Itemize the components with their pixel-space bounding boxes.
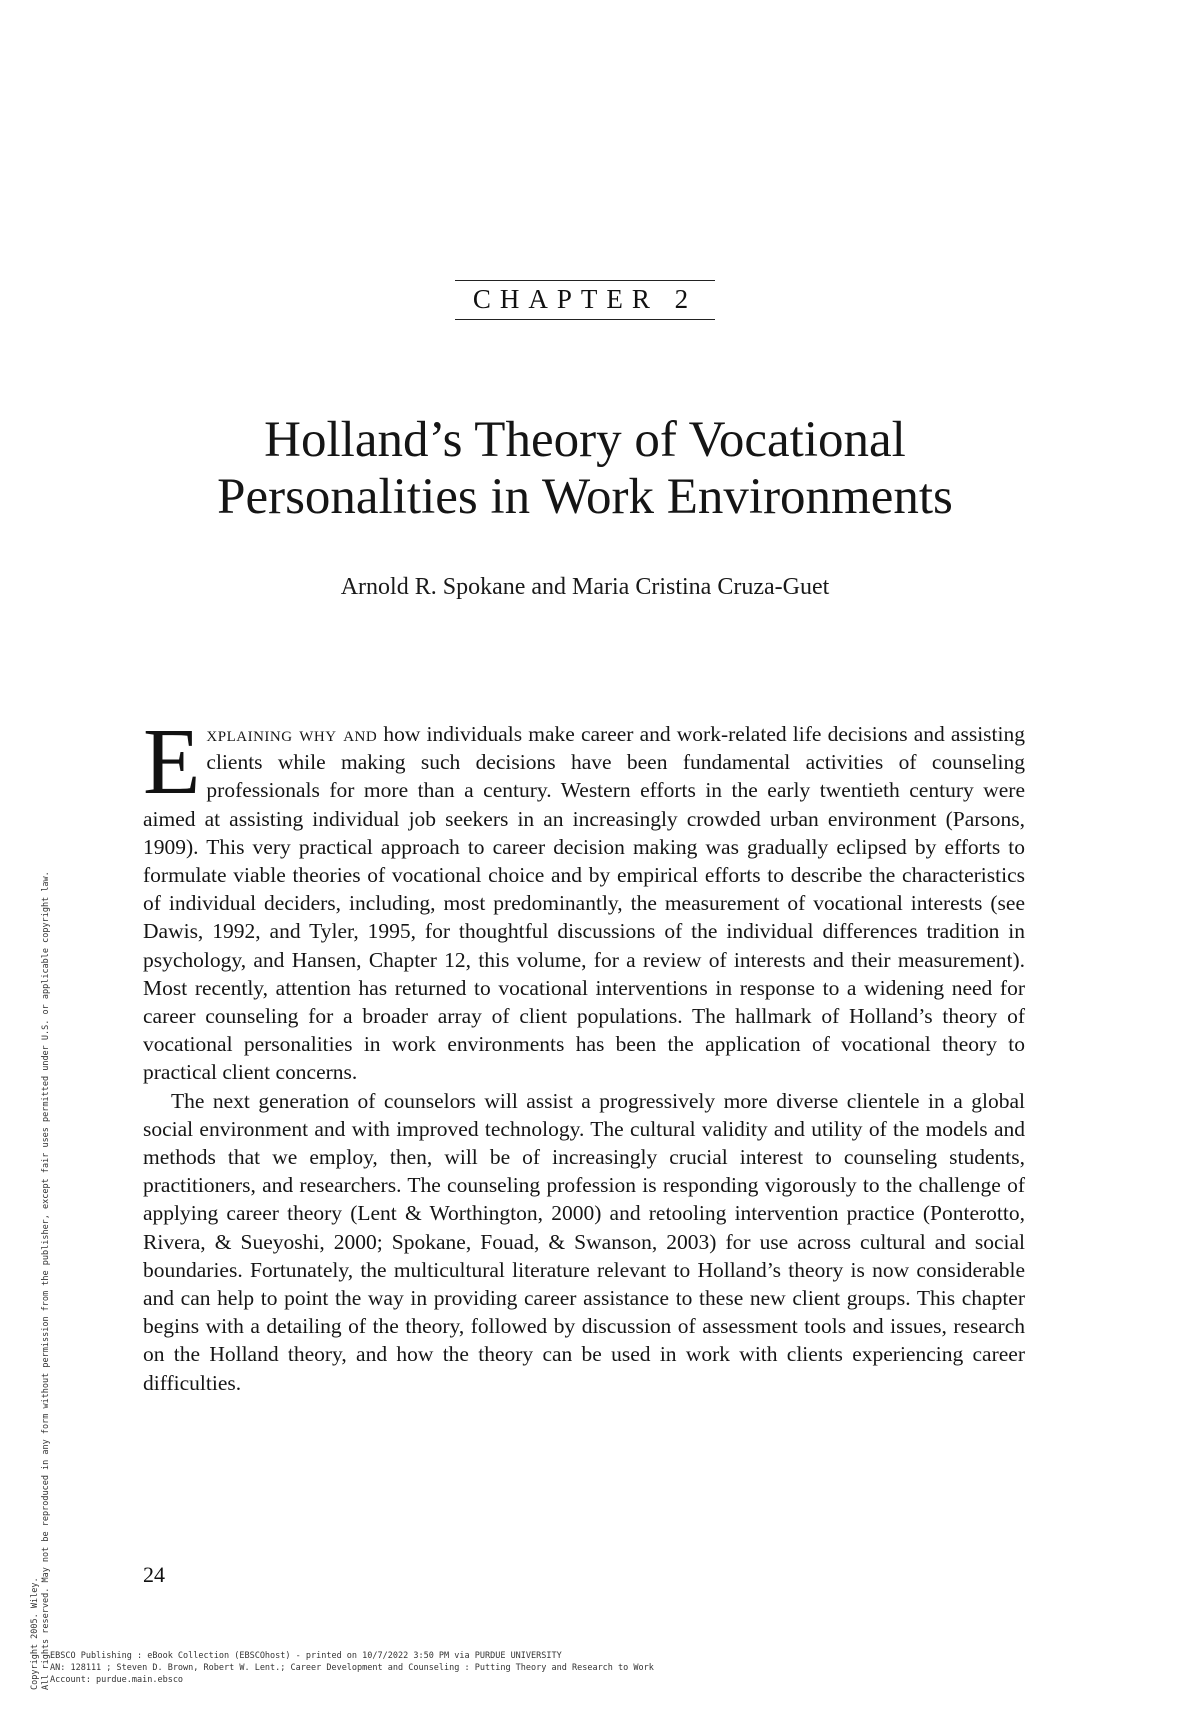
paragraph-1-text: how individuals make career and work-related life decisions and assisting clients while making such decisions have been fundamental activities of counseling professionals for more than a century. Western efforts in the early twentieth century were aimed at assisting individual job seekers in an increasingly crowded urban environment (Parsons, 1909). This very practical approach to career decision making was gradually eclipsed by efforts to formulate viable theories of vocational choice and by empirical efforts to describe the characteristics of individual deciders, including, most predominantly, the measurement of vocational interests (see Dawis, 1992, and Tyler, 1995, for thoughtful discussions of the individual differences tradition in psychology, and Hansen, Chapter 12, this volume, for a review of interests and their measurement). Most recently, attention has returned to vocational interventions in response to a widening need for career counseling for a broader array of client populations. The hallmark of Holland’s theory of vocational personalities in work environments has been the application of vocational theory to practical client concerns. [143,722,1025,1085]
side-copyright-line-2: All rights reserved. May not be reproduced in any form without permission from the publisher, except fair uses permitted under U.S. or applicable copyright law. [41,871,51,1690]
chapter-title-line-2: Personalities in Work Environments [217,469,953,525]
footer-line-1: EBSCO Publishing : eBook Collection (EBSCOhost) - printed on 10/7/2022 3:50 PM via PURDUE UNIVERSITY [50,1651,562,1661]
paragraph-2: The next generation of counselors will assist a progressively more diverse clientele in a global social environment and with improved technology. The cultural validity and utility of the models and methods that we employ, then, will be of increasingly crucial interest to counseling students, practitioners, and researchers. The counseling profession is responding vigorously to the challenge of applying career theory (Lent & Worthington, 2000) and retooling intervention practice (Ponterotto, Rivera, & Sueyoshi, 2000; Spokane, Fouad, & Swanson, 2003) for use across cultural and social boundaries. Fortunately, the multicultural literature relevant to Holland’s theory is now considerable and can help to point the way in providing career assistance to these new client groups. This chapter begins with a detailing of the theory, followed by discussion of assessment tools and issues, research on the Holland theory, and how the theory can be used in work with clients experiencing career difficulties. [143,1088,1025,1395]
chapter-title [0,412,1170,526]
footer-line-3: Account: purdue.main.ebsco [50,1675,184,1685]
page-number: 24 [143,1562,165,1587]
paragraph-1 [143,710,1025,1087]
chapter-body [143,710,1025,1397]
chapter-title-line-1: Holland’s Theory of Vocational [264,412,906,468]
chapter-authors: Arnold R. Spokane and Maria Cristina Cruza-Guet [340,574,830,600]
side-copyright-line-1: Copyright 2005. Wiley. [30,1577,40,1690]
footer-line-2: AN: 128111 ; Steven D. Brown, Robert W. Lent.; Career Development and Counseling : Putting Theory and Research to Work [50,1663,654,1673]
drop-cap: E [143,710,201,814]
ebsco-footer [50,1650,654,1686]
paragraph-1-lead: xplaining why and [206,722,378,746]
chapter-label: CHAPTER 2 [455,280,715,320]
side-copyright-notice [30,871,52,1690]
